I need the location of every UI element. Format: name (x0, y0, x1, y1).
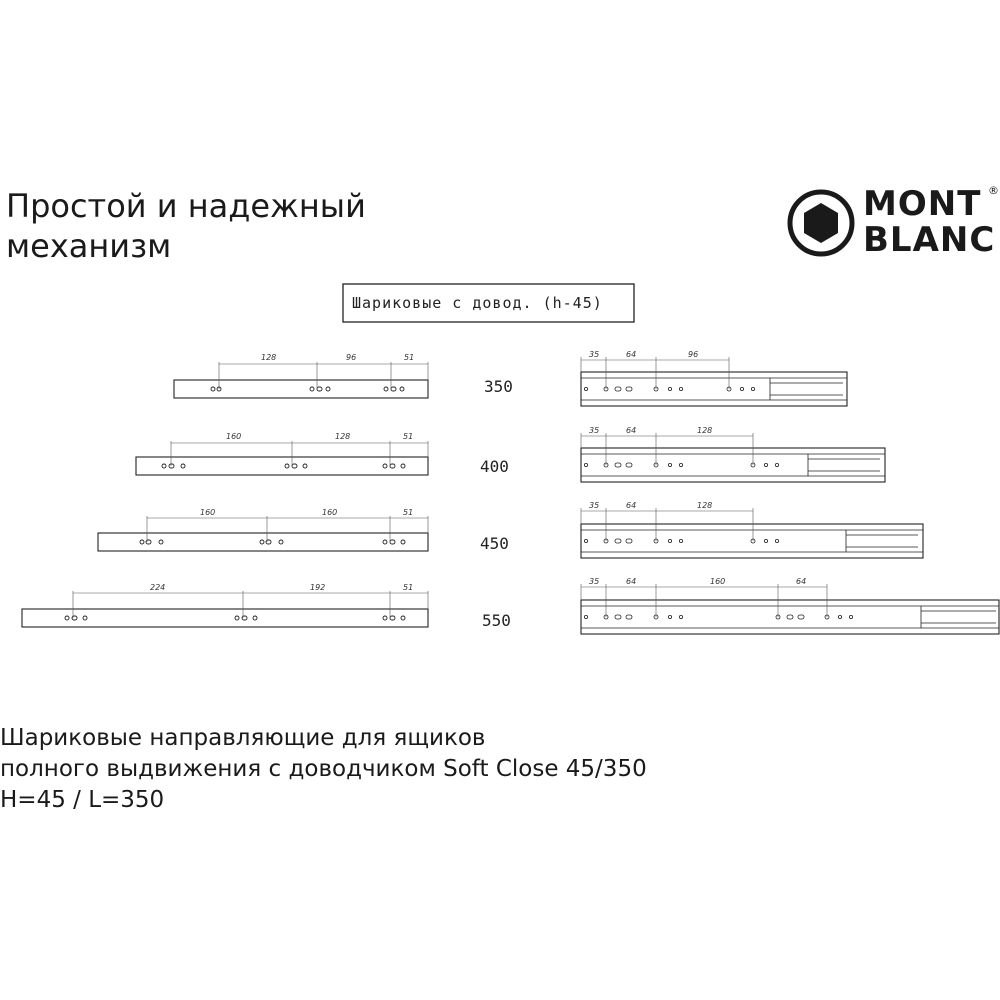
logo-line-2: BLANC (863, 220, 996, 260)
length-label-450: 450 (480, 534, 509, 553)
dim-350-r2: 64 (626, 350, 637, 359)
length-label-350: 350 (484, 377, 513, 396)
dim-350-r1: 35 (589, 350, 600, 359)
dim-400-l3: 51 (403, 432, 414, 441)
dim-350-l1: 128 (261, 353, 277, 362)
left-rail-450 (98, 533, 428, 551)
right-rail-400 (581, 448, 885, 482)
caption-line-1: Шариковые направляющие для ящиков (0, 725, 486, 751)
rail-row-450 (98, 501, 923, 558)
caption-line-2: полного выдвижения с доводчиком Soft Close 45/350 (0, 756, 647, 782)
dim-450-l2: 160 (322, 508, 338, 517)
dim-550-l1: 224 (150, 583, 166, 592)
dim-550-r1: 35 (589, 577, 600, 586)
headline-line-1: Простой и надежный (6, 187, 366, 225)
dim-550-l2: 192 (310, 583, 326, 592)
dim-450-r3: 128 (697, 501, 713, 510)
left-rail-350 (174, 380, 428, 398)
dim-450-r2: 64 (626, 501, 637, 510)
dim-400-r3: 128 (697, 426, 713, 435)
right-rail-550 (581, 600, 999, 634)
dim-400-l1: 160 (226, 432, 242, 441)
dim-450-l3: 51 (403, 508, 414, 517)
length-label-550: 550 (482, 611, 511, 630)
dim-400-l2: 128 (335, 432, 351, 441)
caption-line-3: H=45 / L=350 (0, 787, 165, 813)
dim-350-l3: 51 (404, 353, 415, 362)
left-rail-400 (136, 457, 428, 475)
dim-550-r4: 64 (796, 577, 807, 586)
dim-550-l3: 51 (403, 583, 414, 592)
rail-row-350 (174, 350, 847, 406)
registered-mark: ® (988, 184, 999, 197)
length-label-400: 400 (480, 457, 509, 476)
dim-400-r2: 64 (626, 426, 637, 435)
dim-550-r2: 64 (626, 577, 637, 586)
diagram-title: Шариковые с довод. (h-45) (352, 294, 603, 312)
dim-350-l2: 96 (346, 353, 357, 362)
dim-400-r1: 35 (589, 426, 600, 435)
logo-line-1: MONT (863, 184, 982, 224)
dim-450-l1: 160 (200, 508, 216, 517)
dim-450-r1: 35 (589, 501, 600, 510)
rail-row-400 (136, 426, 885, 482)
headline-line-2: механизм (6, 227, 172, 265)
dim-350-r3: 96 (688, 350, 699, 359)
dim-550-r3: 160 (710, 577, 726, 586)
product-caption (0, 723, 647, 816)
rail-row-550 (22, 577, 999, 634)
